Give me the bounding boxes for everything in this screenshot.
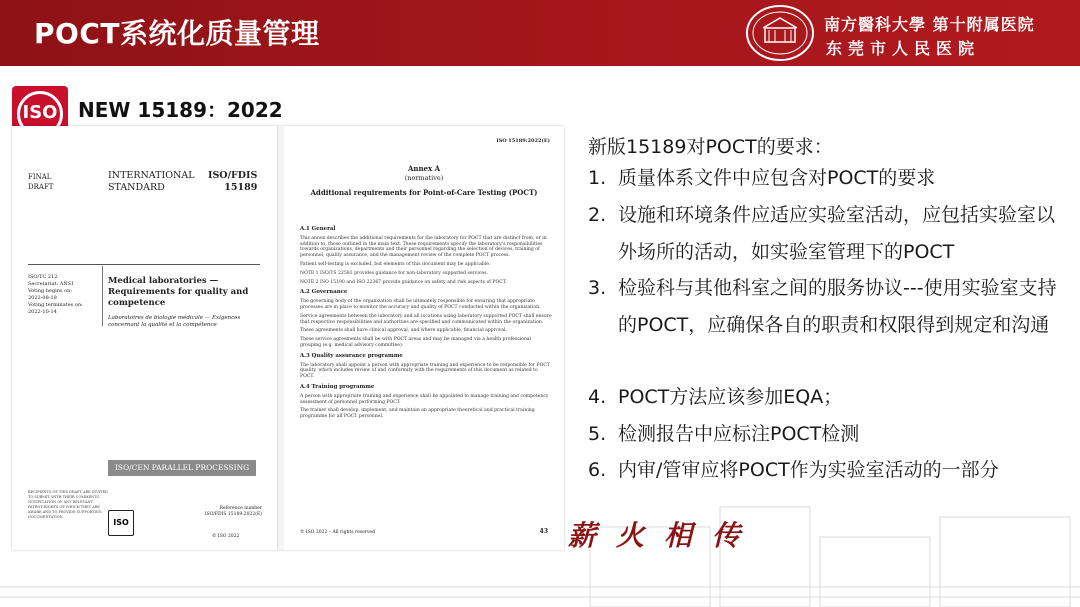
section-heading: A.1 General: [300, 226, 336, 232]
iso-small-logo-icon: [108, 510, 134, 536]
hospital-name-line2: 东莞市人民医院: [826, 39, 981, 58]
iso-document-image: [12, 126, 564, 550]
iso-small-logo-text: ISO: [113, 518, 129, 527]
final-draft-label: FINAL DRAFT: [28, 173, 54, 191]
parallel-processing-box: ISO/CEN PARALLEL PROCESSING: [108, 460, 256, 476]
annex-doc-code: ISO 15189:2022(E): [496, 138, 550, 144]
section-paragraph: This annex describes the additional requirements for the laboratory for POCT that are distinct from, or in addition to, those outlined in the main text. These requirements specify the laboratory's responsibilities towards organizations, departments and their personnel regarding the selection of devices, training of personnel, quality assurance, and the management review of the complete POCT process.: [300, 235, 547, 259]
annex-label: Annex A: [407, 164, 441, 173]
section-paragraph: Patient self-testing is excluded, but elements of this document may be applicable.: [300, 261, 491, 267]
cover-divider: [28, 264, 260, 265]
reference-number: Reference number ISO/FDIS 15189:2022(E): [204, 506, 262, 517]
document-cover-page: [12, 126, 278, 550]
list-item-text: 质量体系文件中应包含对POCT的要求: [618, 167, 936, 189]
list-item-number: 1.: [588, 167, 607, 189]
list-item-number: 4.: [588, 386, 607, 408]
annex-page-number: 43: [539, 528, 548, 535]
cover-meta: ISO/TC 212 Secretariat: ANSI Voting begins on: 2022-08-19 Voting terminates on: 2022-10-14: [28, 274, 83, 315]
section-paragraph: A person with appropriate training and experience shall be appointed to manage training and competency assessment of personnel performing POCT.: [300, 393, 549, 405]
section-paragraph: These service agreements shall be with POCT areas and may be managed via a health professional grouping (e.g. medical advisory committee).: [300, 337, 531, 348]
annex-body: [300, 222, 552, 423]
header-bar: [0, 0, 1080, 66]
requirements-title: 新版15189对POCT的要求：: [588, 136, 833, 158]
hospital-name-line1: 南方醫科大學 第十附属医院: [824, 15, 1035, 34]
section-heading: A.4 Training programme: [300, 383, 375, 390]
list-item-number: 3.: [588, 277, 607, 299]
motto-calligraphy: 薪火相传: [568, 519, 761, 552]
annex-footer: © ISO 2022 – All rights reserved: [300, 530, 375, 535]
list-item-text: 检测报告中应标注POCT检测: [618, 423, 860, 445]
document-code: ISO/FDIS 15189: [208, 170, 258, 193]
section-heading: A.2 Governance: [300, 289, 348, 296]
standard-type-label: INTERNATIONAL STANDARD: [108, 170, 195, 193]
document-annex-page: [284, 126, 564, 550]
section-paragraph: The trainer shall develop, implement, and maintain an appropriate theoretical and practical training programme for all POCT personnel.: [300, 408, 535, 420]
cover-title-en: Medical laboratories — Requirements for quality and competence: [108, 276, 249, 308]
cover-vertical-divider: [102, 266, 103, 326]
section-paragraph: The governing body of the organization shall be ultimately responsible for ensuring that appropriate processes are in place to monitor the accuracy and quality of POCT conducted within the organization.: [300, 299, 541, 310]
cover-title-fr: Laboratoires de biologie médicale — Exigences concernant la qualité et la compétence: [108, 315, 241, 328]
list-item-number: 6.: [588, 459, 607, 481]
iso-logo-text: ISO: [22, 102, 58, 123]
cover-title-block: [108, 276, 268, 329]
list-item-text: 设施和环境条件应适应实验室活动，应包括实验室以外场所的活动，如实验室管理下的POCT: [618, 204, 1056, 263]
list-item-text: 检验科与其他科室之间的服务协议---使用实验室支持的POCT，应确保各自的职责和权限得到规定和沟通: [618, 277, 1057, 336]
iso-standard-title: NEW 15189：2022: [78, 98, 283, 122]
section-paragraph: These agreements shall have clinical approval, and where applicable, financial approval.: [300, 328, 507, 334]
list-item-number: 5.: [588, 423, 607, 445]
list-item-number: 2.: [588, 204, 607, 226]
section-paragraph: The laboratory shall appoint a person with appropriate training and experience to be responsible for POCT quality, which includes review of and conformity with the requirements of this document as related to POCT.: [300, 362, 550, 380]
page-title: POCT系统化质量管理: [34, 17, 320, 50]
list-item-text: POCT方法应该参加EQA；: [618, 386, 843, 408]
cover-small-print: RECIPIENTS OF THIS DRAFT ARE INVITED TO SUBMIT, WITH THEIR COMMENTS, NOTIFICATION OF ANY RELEVANT PATENT RIGHTS OF WHICH THEY ARE AWARE AND TO PROVIDE SUPPORTING DOCUMENTATION.: [28, 490, 108, 519]
section-paragraph: NOTE 2 ISO 15190 and ISO 22367 provide guidance on safety and risk aspects of POCT.: [300, 279, 507, 285]
annex-normative: (normative): [404, 174, 444, 182]
section-heading: A.3 Quality assurance programme: [300, 352, 403, 359]
cover-copyright: © ISO 2022: [212, 534, 240, 539]
section-paragraph: Service agreements between the laboratory and all locations using laboratory supported POCT shall ensure that respective responsibilities and authorities are specified and communicated within the organization.: [300, 313, 552, 325]
annex-title: Additional requirements for Point-of-Care Testing (POCT): [310, 188, 538, 197]
university-seal-icon: [745, 4, 815, 62]
list-item-text: 内审/管审应将POCT作为实验室活动的一部分: [618, 459, 999, 481]
section-paragraph: NOTE 1 ISO/TS 22583 provides guidance for non-laboratory supported services.: [300, 270, 488, 276]
